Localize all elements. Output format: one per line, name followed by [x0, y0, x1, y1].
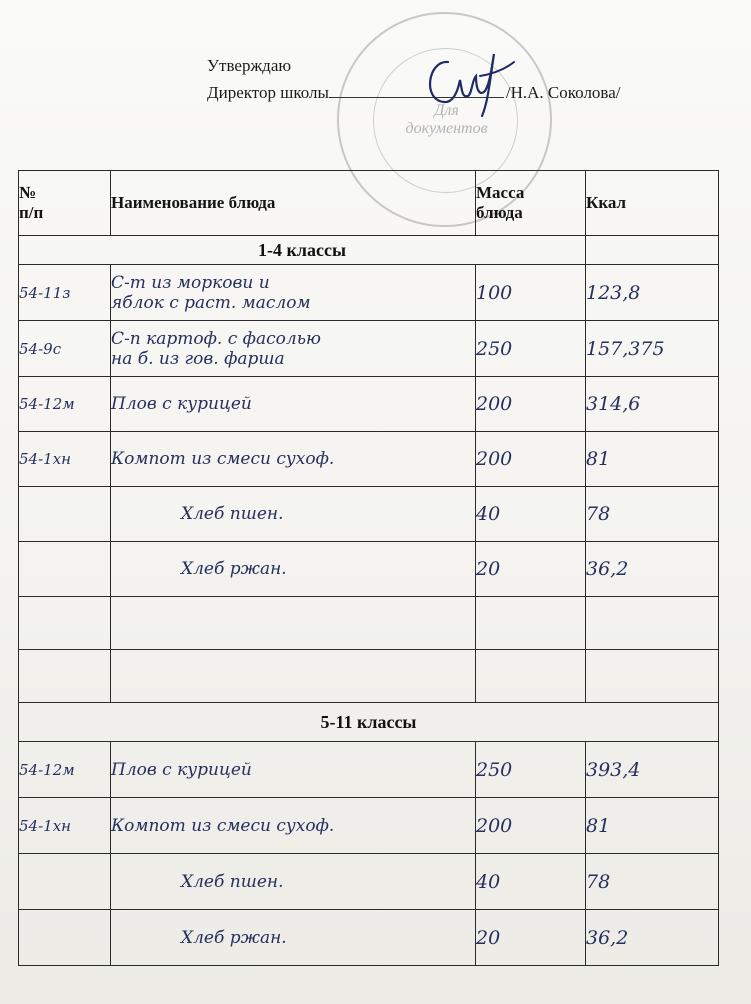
empty-cell	[476, 597, 586, 650]
dish-mass: 200	[476, 798, 586, 854]
dish-kcal: 393,4	[586, 742, 719, 798]
dish-name: Хлеб пшен.	[111, 487, 476, 542]
col-header-dish: Наименование блюда	[111, 171, 476, 236]
dish-kcal: 36,2	[586, 910, 719, 966]
dish-mass: 40	[476, 854, 586, 910]
section-empty-cell	[586, 236, 719, 265]
director-signature	[410, 40, 530, 120]
dish-name: Плов с курицей	[111, 742, 476, 798]
empty-cell	[19, 650, 111, 703]
empty-cell	[586, 597, 719, 650]
col-number-line2: п/п	[19, 203, 44, 222]
dish-kcal: 157,375	[586, 321, 719, 377]
recipe-code: 54-11з	[19, 265, 111, 321]
dish-name: Хлеб ржан.	[111, 542, 476, 597]
table-row	[19, 798, 719, 854]
approve-label: Утверждаю	[207, 56, 292, 75]
dish-mass: 20	[476, 542, 586, 597]
stamp-text-line1: Для	[434, 102, 459, 119]
col-mass-line2: блюда	[476, 203, 523, 222]
menu-table	[18, 170, 719, 966]
col-header-mass	[476, 171, 586, 236]
dish-name	[111, 265, 476, 321]
recipe-code	[19, 487, 111, 542]
dish-mass: 100	[476, 265, 586, 321]
recipe-code: 54-12м	[19, 377, 111, 432]
recipe-code	[19, 854, 111, 910]
dish-name	[111, 321, 476, 377]
recipe-code: 54-1хн	[19, 432, 111, 487]
table-header-row	[19, 171, 719, 236]
empty-cell	[476, 650, 586, 703]
dish-kcal: 36,2	[586, 542, 719, 597]
col-number-line1: №	[19, 183, 37, 202]
section-title: 5-11 классы	[19, 703, 719, 742]
dish-mass: 40	[476, 487, 586, 542]
stamp-text-line2: документов	[405, 120, 488, 137]
dish-kcal: 81	[586, 798, 719, 854]
dish-line2: яблок с раст. маслом	[111, 292, 311, 313]
dish-mass: 20	[476, 910, 586, 966]
dish-name: Компот из смеси сухоф.	[111, 798, 476, 854]
dish-kcal: 78	[586, 854, 719, 910]
recipe-code	[19, 910, 111, 966]
dish-line1: С-п картоф. с фасолью	[111, 328, 321, 349]
dish-mass: 200	[476, 377, 586, 432]
director-name: /Н.А. Соколова/	[505, 83, 621, 102]
dish-name: Компот из смеси сухоф.	[111, 432, 476, 487]
director-label: Директор школы	[207, 83, 329, 102]
dish-name: Плов с курицей	[111, 377, 476, 432]
empty-cell	[111, 597, 476, 650]
section-title: 1-4 классы	[19, 236, 586, 265]
table-row	[19, 854, 719, 910]
table-row	[19, 542, 719, 597]
dish-name: Хлеб пшен.	[111, 854, 476, 910]
dish-kcal: 123,8	[586, 265, 719, 321]
table-row	[19, 321, 719, 377]
empty-row	[19, 650, 719, 703]
table-row	[19, 742, 719, 798]
col-header-number	[19, 171, 111, 236]
table-row	[19, 432, 719, 487]
recipe-code: 54-12м	[19, 742, 111, 798]
table-row	[19, 265, 719, 321]
dish-name: Хлеб ржан.	[111, 910, 476, 966]
table-row	[19, 377, 719, 432]
section-row-5-11	[19, 703, 719, 742]
table-row	[19, 910, 719, 966]
recipe-code: 54-1хн	[19, 798, 111, 854]
col-header-kcal: Ккал	[586, 171, 719, 236]
section-row-1-4	[19, 236, 719, 265]
dish-mass: 250	[476, 742, 586, 798]
empty-row	[19, 597, 719, 650]
dish-kcal: 81	[586, 432, 719, 487]
col-mass-line1: Масса	[476, 183, 525, 202]
dish-mass: 200	[476, 432, 586, 487]
table-row	[19, 487, 719, 542]
dish-kcal: 78	[586, 487, 719, 542]
empty-cell	[19, 597, 111, 650]
recipe-code	[19, 542, 111, 597]
dish-line2: на б. из гов. фарша	[111, 348, 285, 369]
dish-kcal: 314,6	[586, 377, 719, 432]
dish-mass: 250	[476, 321, 586, 377]
empty-cell	[586, 650, 719, 703]
empty-cell	[111, 650, 476, 703]
recipe-code: 54-9с	[19, 321, 111, 377]
dish-line1: С-т из моркови и	[111, 272, 270, 293]
